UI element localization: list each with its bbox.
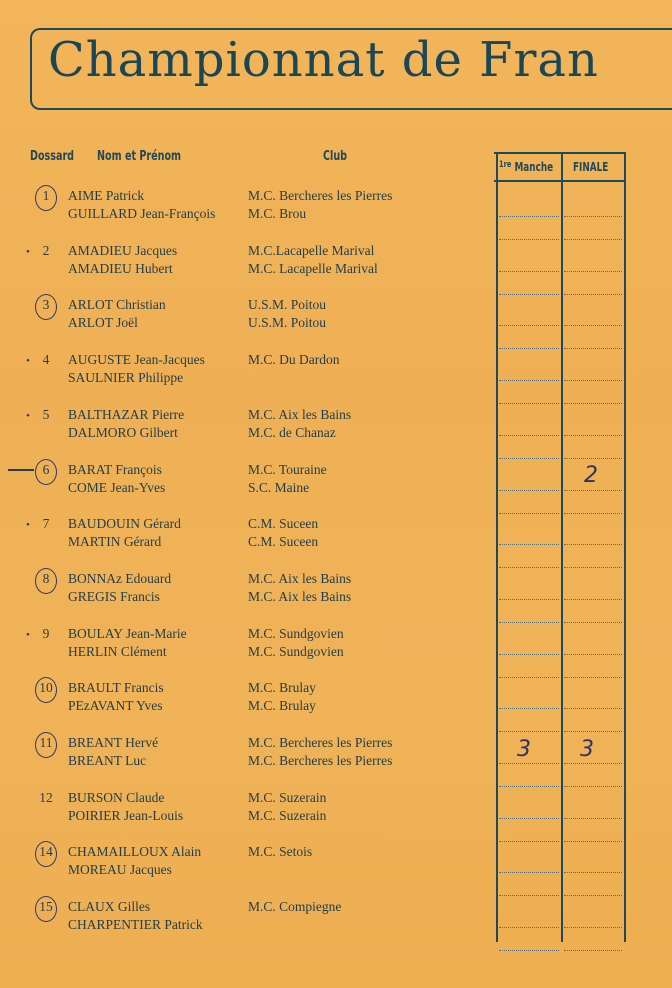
entry-row (0, 461, 500, 501)
club-name: M.C. de Chanaz (248, 424, 336, 440)
club-name: M.C. Compiegne (248, 899, 342, 914)
passenger-name: POIRIER Jean-Louis (68, 807, 184, 823)
entry-row (0, 734, 500, 774)
entry-row (0, 406, 500, 446)
dossard-number: 3 (42, 297, 50, 312)
score-line (564, 677, 622, 678)
entry-row (0, 515, 500, 555)
passenger-name: SAULNIER Philippe (68, 369, 184, 385)
rider-names (68, 679, 164, 714)
club-names (248, 187, 392, 222)
score-line (499, 348, 559, 349)
score-line (499, 654, 559, 655)
pen-tick-mark: • (26, 355, 30, 367)
rider-name: BREANT Hervé (68, 735, 159, 750)
header-finale: FINALE (573, 160, 609, 174)
score-line (564, 271, 622, 272)
passenger-name: DALMORO Gilbert (68, 424, 178, 440)
dossard-number: 14 (39, 844, 53, 859)
club-names (248, 461, 327, 496)
rider-names (68, 843, 201, 878)
handwritten-finale-6: 2 (584, 463, 598, 488)
entry-row (0, 843, 500, 883)
score-line (499, 677, 559, 678)
rider-names (68, 734, 158, 769)
rider-names (68, 406, 184, 441)
rider-name: BOULAY Jean-Marie (68, 626, 187, 641)
score-line (499, 325, 559, 326)
club-names (248, 570, 351, 605)
entry-row (0, 296, 500, 336)
score-line (499, 490, 559, 491)
rider-names (68, 296, 166, 331)
club-name: M.C. Sundgovien (248, 626, 344, 641)
rider-names (68, 789, 183, 824)
score-line (499, 818, 559, 819)
score-line (564, 927, 622, 928)
club-name: S.C. Maine (248, 479, 310, 495)
score-line (564, 950, 622, 951)
score-line (499, 599, 559, 600)
rider-name: BAUDOUIN Gérard (68, 516, 181, 531)
score-line (564, 654, 622, 655)
club-name (248, 369, 340, 387)
score-line (499, 403, 559, 404)
rider-name: AIME Patrick (68, 188, 145, 203)
score-line (499, 950, 559, 951)
rider-name: ARLOT Christian (68, 297, 166, 312)
dossard-number: 11 (39, 735, 53, 750)
score-line (564, 239, 622, 240)
club-name: M.C. Bercheres les Pierres (248, 188, 393, 203)
score-line (499, 216, 559, 217)
score-line (499, 786, 559, 787)
pen-tick-mark: • (26, 246, 30, 258)
pen-dash-mark (8, 469, 34, 471)
score-line (564, 544, 622, 545)
passenger-name: PEzAVANT Yves (68, 697, 163, 713)
club-name: M.C. Brou (248, 205, 307, 221)
rider-name: BURSON Claude (68, 790, 165, 805)
score-line (564, 567, 622, 568)
score-line (564, 403, 622, 404)
club-names (248, 515, 318, 550)
score-line (499, 294, 559, 295)
results-header-divider (494, 180, 626, 182)
rider-name: BONNAz Edouard (68, 571, 172, 586)
rider-names (68, 351, 205, 386)
results-right-border (624, 152, 626, 942)
passenger-name: HERLIN Clément (68, 643, 167, 659)
header-club: Club (323, 149, 348, 164)
dossard-number: 15 (39, 899, 53, 914)
club-name: M.C. Aix les Bains (248, 407, 352, 422)
dossard-number: 8 (42, 571, 50, 586)
rider-names (68, 187, 215, 222)
club-name: M.C. Brulay (248, 680, 316, 695)
pen-tick-mark: • (26, 629, 30, 641)
header-premiere-manche: $^{1re}$ Manche (499, 160, 554, 174)
club-name: U.S.M. Poitou (248, 297, 327, 312)
passenger-name: GUILLARD Jean-François (68, 205, 216, 221)
score-line (564, 708, 622, 709)
score-line (564, 841, 622, 842)
score-line (564, 513, 622, 514)
passenger-name: BREANT Luc (68, 752, 147, 768)
club-name: U.S.M. Poitou (248, 314, 327, 330)
entry-row (0, 789, 500, 829)
score-line (499, 622, 559, 623)
entry-row (0, 351, 500, 391)
entry-row (0, 242, 500, 282)
score-line (499, 895, 559, 896)
header-dossard: Dossard (30, 149, 75, 164)
score-line (564, 380, 622, 381)
entry-row (0, 625, 500, 665)
score-line (564, 458, 622, 459)
score-line (499, 458, 559, 459)
entry-row (0, 679, 500, 719)
dossard-number: 4 (42, 352, 50, 367)
score-line (564, 818, 622, 819)
rider-names (68, 242, 177, 277)
club-names (248, 734, 392, 769)
club-name: M.C. Sundgovien (248, 643, 344, 659)
passenger-name: ARLOT Joël (68, 314, 138, 330)
passenger-name: COME Jean-Yves (68, 479, 166, 495)
score-line (564, 622, 622, 623)
score-line (564, 872, 622, 873)
rider-name: AMADIEU Jacques (68, 243, 178, 258)
score-line (564, 731, 622, 732)
score-line (564, 348, 622, 349)
rider-name: CLAUX Gilles (68, 899, 151, 914)
handwritten-manche-11: 3 (517, 737, 531, 762)
rider-names (68, 515, 181, 550)
club-name: M.C.Lacapelle Marival (248, 243, 375, 258)
club-names (248, 242, 378, 277)
score-line (564, 294, 622, 295)
rider-names (68, 461, 165, 496)
dossard-number: 1 (42, 188, 50, 203)
score-line (564, 490, 622, 491)
rider-name: BARAT François (68, 462, 162, 477)
dossard-number: 2 (42, 243, 50, 258)
score-line (564, 599, 622, 600)
score-line (499, 239, 559, 240)
score-line (499, 731, 559, 732)
rider-names (68, 625, 187, 660)
club-names (248, 406, 351, 441)
score-line (499, 872, 559, 873)
club-name: C.M. Suceen (248, 533, 319, 549)
club-names (248, 679, 316, 714)
passenger-name: GREGIS Francis (68, 588, 160, 604)
dossard-number: 12 (39, 790, 53, 805)
club-names (248, 898, 341, 933)
rider-name: CHAMAILLOUX Alain (68, 844, 202, 859)
club-name: M.C. Aix les Bains (248, 571, 352, 586)
score-line (564, 786, 622, 787)
club-name: M.C. Du Dardon (248, 352, 340, 367)
entry-row (0, 570, 500, 610)
pen-tick-mark: • (26, 519, 30, 531)
club-name: M.C. Setois (248, 844, 313, 859)
club-name: M.C. Bercheres les Pierres (248, 735, 393, 750)
club-name (248, 861, 312, 879)
handwritten-finale-11: 3 (580, 737, 594, 762)
rider-name: AUGUSTE Jean-Jacques (68, 352, 205, 367)
club-names (248, 296, 326, 331)
club-name: M.C. Touraine (248, 462, 327, 477)
club-name: M.C. Aix les Bains (248, 588, 352, 604)
rider-names (68, 570, 171, 605)
passenger-name: CHARPENTIER Patrick (68, 916, 203, 932)
header-nom-prenom: Nom et Prénom (97, 149, 182, 164)
club-name: M.C. Bercheres les Pierres (248, 752, 393, 768)
score-line (564, 435, 622, 436)
club-names (248, 351, 340, 386)
pen-tick-mark: • (26, 410, 30, 422)
score-line (499, 763, 559, 764)
score-line (499, 271, 559, 272)
score-line (499, 435, 559, 436)
passenger-name: AMADIEU Hubert (68, 260, 173, 276)
dossard-number: 5 (42, 407, 50, 422)
rider-names (68, 898, 203, 933)
entry-row (0, 898, 500, 938)
score-line (564, 763, 622, 764)
page-title: Championnat de Fran (48, 32, 599, 88)
dossard-number: 6 (42, 462, 50, 477)
score-line (564, 216, 622, 217)
passenger-name: MARTIN Gérard (68, 533, 162, 549)
score-line (499, 513, 559, 514)
score-line (499, 544, 559, 545)
dossard-number: 7 (42, 516, 50, 531)
score-line (564, 895, 622, 896)
club-name: M.C. Suzerain (248, 790, 327, 805)
entry-row (0, 187, 500, 227)
rider-name: BRAULT Francis (68, 680, 164, 695)
dossard-number: 10 (39, 680, 53, 695)
score-line (499, 380, 559, 381)
passenger-name: MOREAU Jacques (68, 861, 172, 877)
club-name: M.C. Suzerain (248, 807, 327, 823)
club-name: M.C. Brulay (248, 697, 316, 713)
club-names (248, 843, 312, 878)
score-line (564, 325, 622, 326)
club-names (248, 789, 326, 824)
dossard-number: 9 (42, 626, 50, 641)
club-name (248, 916, 341, 934)
rider-name: BALTHAZAR Pierre (68, 407, 185, 422)
club-name: C.M. Suceen (248, 516, 319, 531)
score-line (499, 708, 559, 709)
results-top-border (494, 152, 626, 154)
score-line (499, 567, 559, 568)
results-column-divider (561, 152, 563, 942)
club-names (248, 625, 344, 660)
club-name: M.C. Lacapelle Marival (248, 260, 378, 276)
score-line (499, 841, 559, 842)
score-line (499, 927, 559, 928)
